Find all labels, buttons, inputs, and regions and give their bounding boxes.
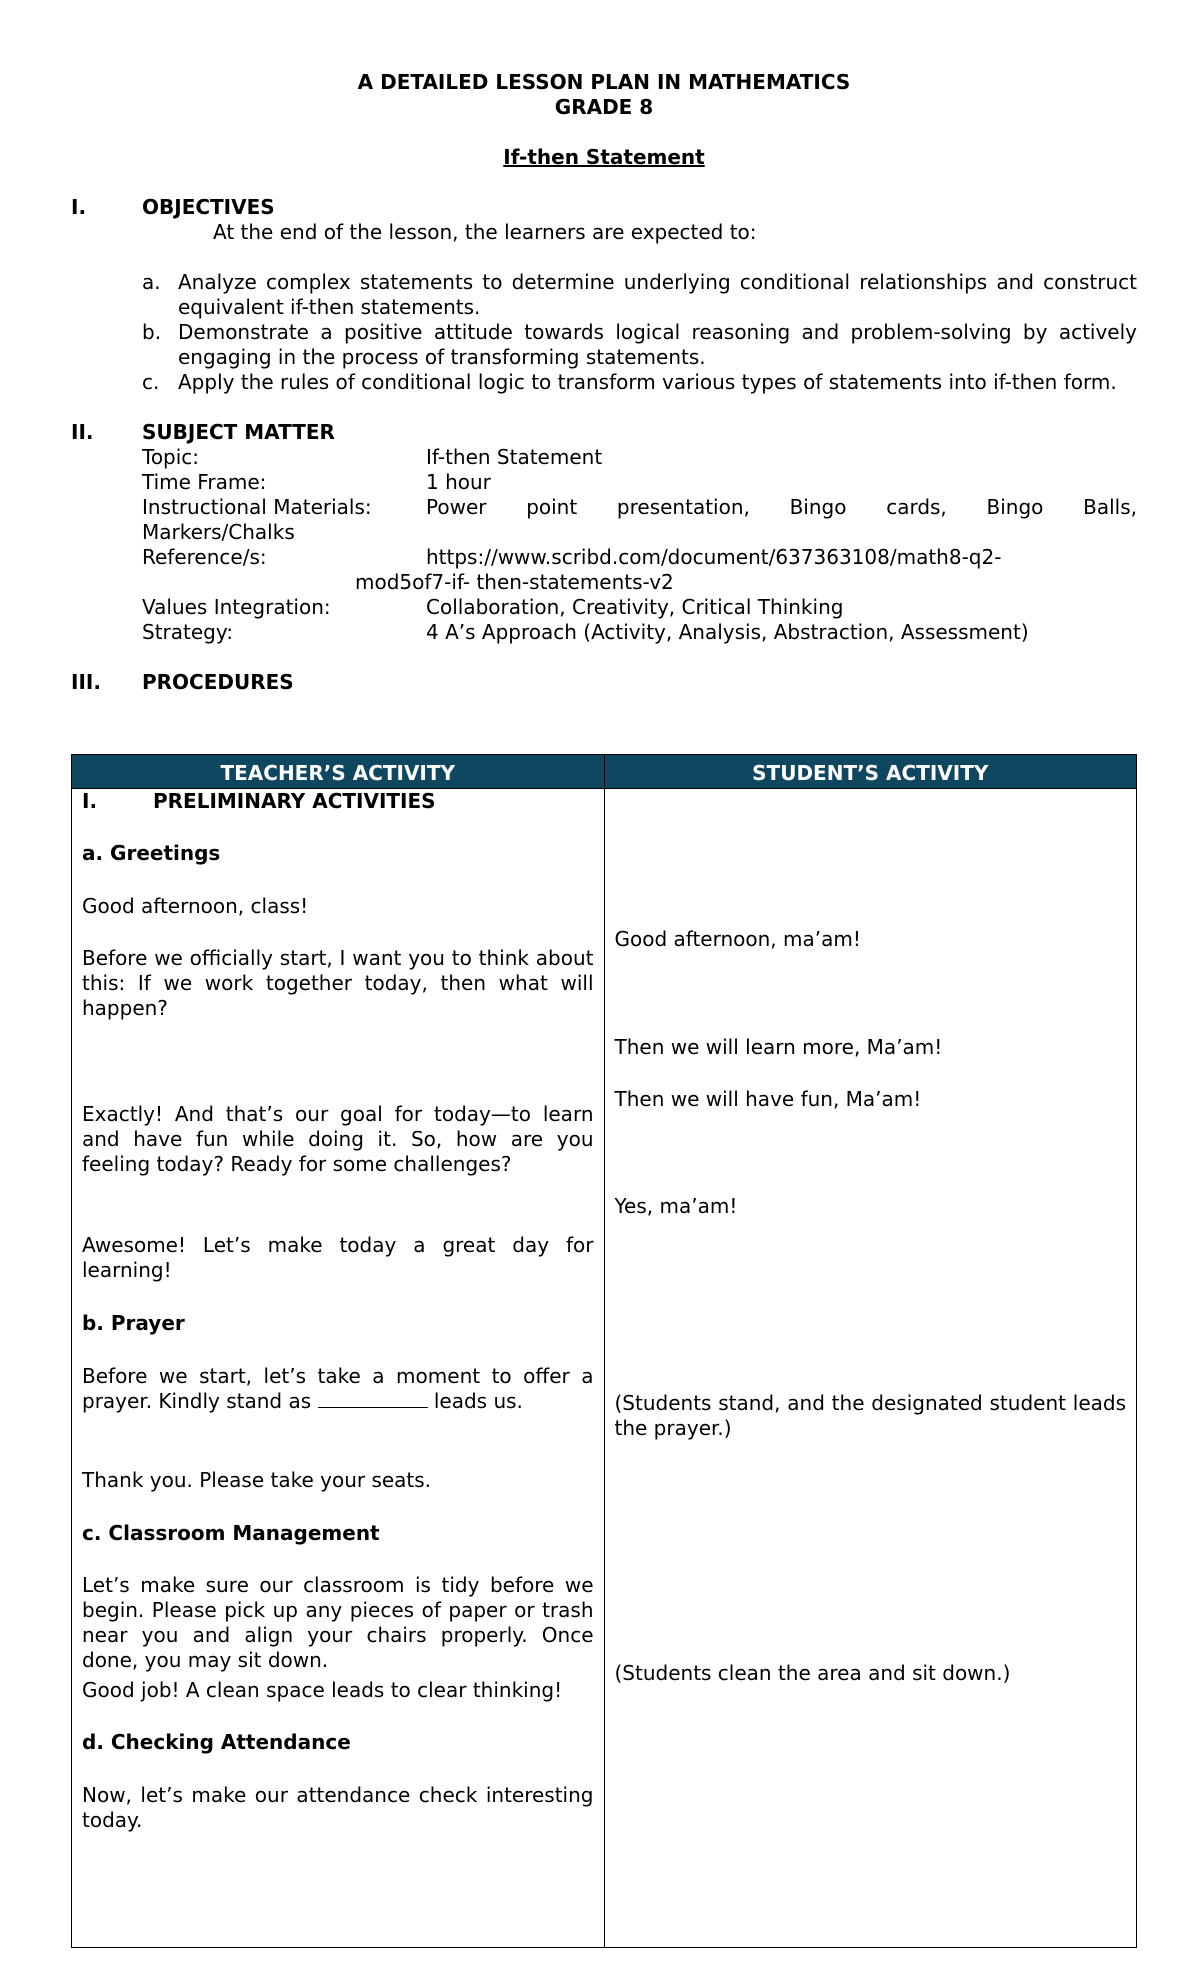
student-response: (Students clean the area and sit down.) <box>614 1661 1011 1685</box>
procedures-heading <box>71 670 1137 695</box>
grade-level: GRADE 8 <box>554 95 654 119</box>
greetings-heading: a. Greetings <box>82 841 221 865</box>
teacher-greeting: Good afternoon, class! <box>82 894 309 918</box>
student-activity-cell <box>604 789 1137 1948</box>
objective-item: c. Apply the rules of conditional logic to transform various types of statements into if-then form. <box>142 370 1117 394</box>
teacher-cleanup-instruction: Let’s make sure our classroom is tidy before we begin. Please pick up any pieces of paper or trash near you and align your chairs properly. Once done, you may sit down. <box>82 1573 594 1672</box>
teacher-praise: Good job! A clean space leads to clear thinking! <box>82 1678 563 1702</box>
objectives-heading <box>71 195 1137 220</box>
prayer-heading: b. Prayer <box>82 1311 185 1335</box>
student-name-blank <box>318 1390 428 1408</box>
objectives-intro: At the end of the lesson, the learners are expected to: <box>213 220 757 244</box>
student-response: Yes, ma’am! <box>614 1194 738 1218</box>
values-row: Values Integration: Collaboration, Creativity, Critical Thinking <box>142 595 844 619</box>
subject-matter-heading <box>71 420 1137 445</box>
teacher-activity-header: TEACHER’S ACTIVITY <box>72 755 605 789</box>
section-number: II. <box>71 420 94 444</box>
section-number: I. <box>71 195 87 219</box>
section-number: III. <box>71 670 101 694</box>
topic-title: If-then Statement <box>503 145 705 169</box>
section-title: OBJECTIVES <box>142 195 275 219</box>
teacher-encouragement: Awesome! Let’s make today a great day for learning! <box>82 1233 594 1282</box>
student-response: Then we will have fun, Ma’am! <box>614 1087 922 1111</box>
reference-row: Reference/s: https://www.scribd.com/document/637363108/math8-q2- <box>142 545 1137 570</box>
teacher-thanks: Thank you. Please take your seats. <box>82 1468 432 1492</box>
document-title: A DETAILED LESSON PLAN IN MATHEMATICS <box>357 70 851 94</box>
classroom-management-heading: c. Classroom Management <box>82 1521 380 1545</box>
student-response: (Students stand, and the designated student leads the prayer.) <box>614 1391 1126 1440</box>
student-activity-header: STUDENT’S ACTIVITY <box>604 755 1137 789</box>
teacher-question: Before we officially start, I want you to think about this: If we work together today, then what will happen? <box>82 946 594 1020</box>
lesson-plan-page <box>71 70 1137 695</box>
objective-item: a. Analyze complex statements to determine underlying conditional relationships and construct equivalent if-then statements. <box>142 270 1137 319</box>
materials-row: Instructional Materials: Power point presentation, Bingo cards, Bingo Balls, <box>142 495 1137 519</box>
section-title: SUBJECT MATTER <box>142 420 335 444</box>
teacher-response: Exactly! And that’s our goal for today—to learn and have fun while doing it. So, how are you feeling today? Ready for some challenges? <box>82 1102 594 1176</box>
reference-link[interactable]: https://www.scribd.com/document/637363108/math8-q2- <box>426 545 1002 569</box>
teacher-prayer-instruction: Before we start, let’s take a moment to offer a prayer. Kindly stand as leads us. <box>82 1364 594 1413</box>
student-response: Good afternoon, ma’am! <box>614 927 861 951</box>
subject-matter-details <box>71 445 1137 645</box>
teacher-attendance-intro: Now, let’s make our attendance check interesting today. <box>82 1783 594 1832</box>
reference-continued[interactable]: mod5of7-if- then-statements-v2 <box>355 570 674 594</box>
teacher-activity-cell <box>72 789 605 1948</box>
objective-item: b. Demonstrate a positive attitude towards logical reasoning and problem-solving by actively engaging in the process of transforming statements. <box>142 320 1137 369</box>
objectives-list <box>71 270 1137 395</box>
topic-row: Topic: If-then Statement <box>142 445 603 469</box>
attendance-heading: d. Checking Attendance <box>82 1730 351 1754</box>
student-response: Then we will learn more, Ma’am! <box>614 1035 943 1059</box>
section-title: PROCEDURES <box>142 670 294 694</box>
materials-continued: Markers/Chalks <box>142 520 295 544</box>
strategy-row: Strategy: 4 A’s Approach (Activity, Analysis, Abstraction, Assessment) <box>142 620 1029 644</box>
preliminary-heading: I. PRELIMINARY ACTIVITIES <box>82 789 436 813</box>
procedures-table <box>71 754 1137 1948</box>
time-frame-row: Time Frame: 1 hour <box>142 470 491 494</box>
